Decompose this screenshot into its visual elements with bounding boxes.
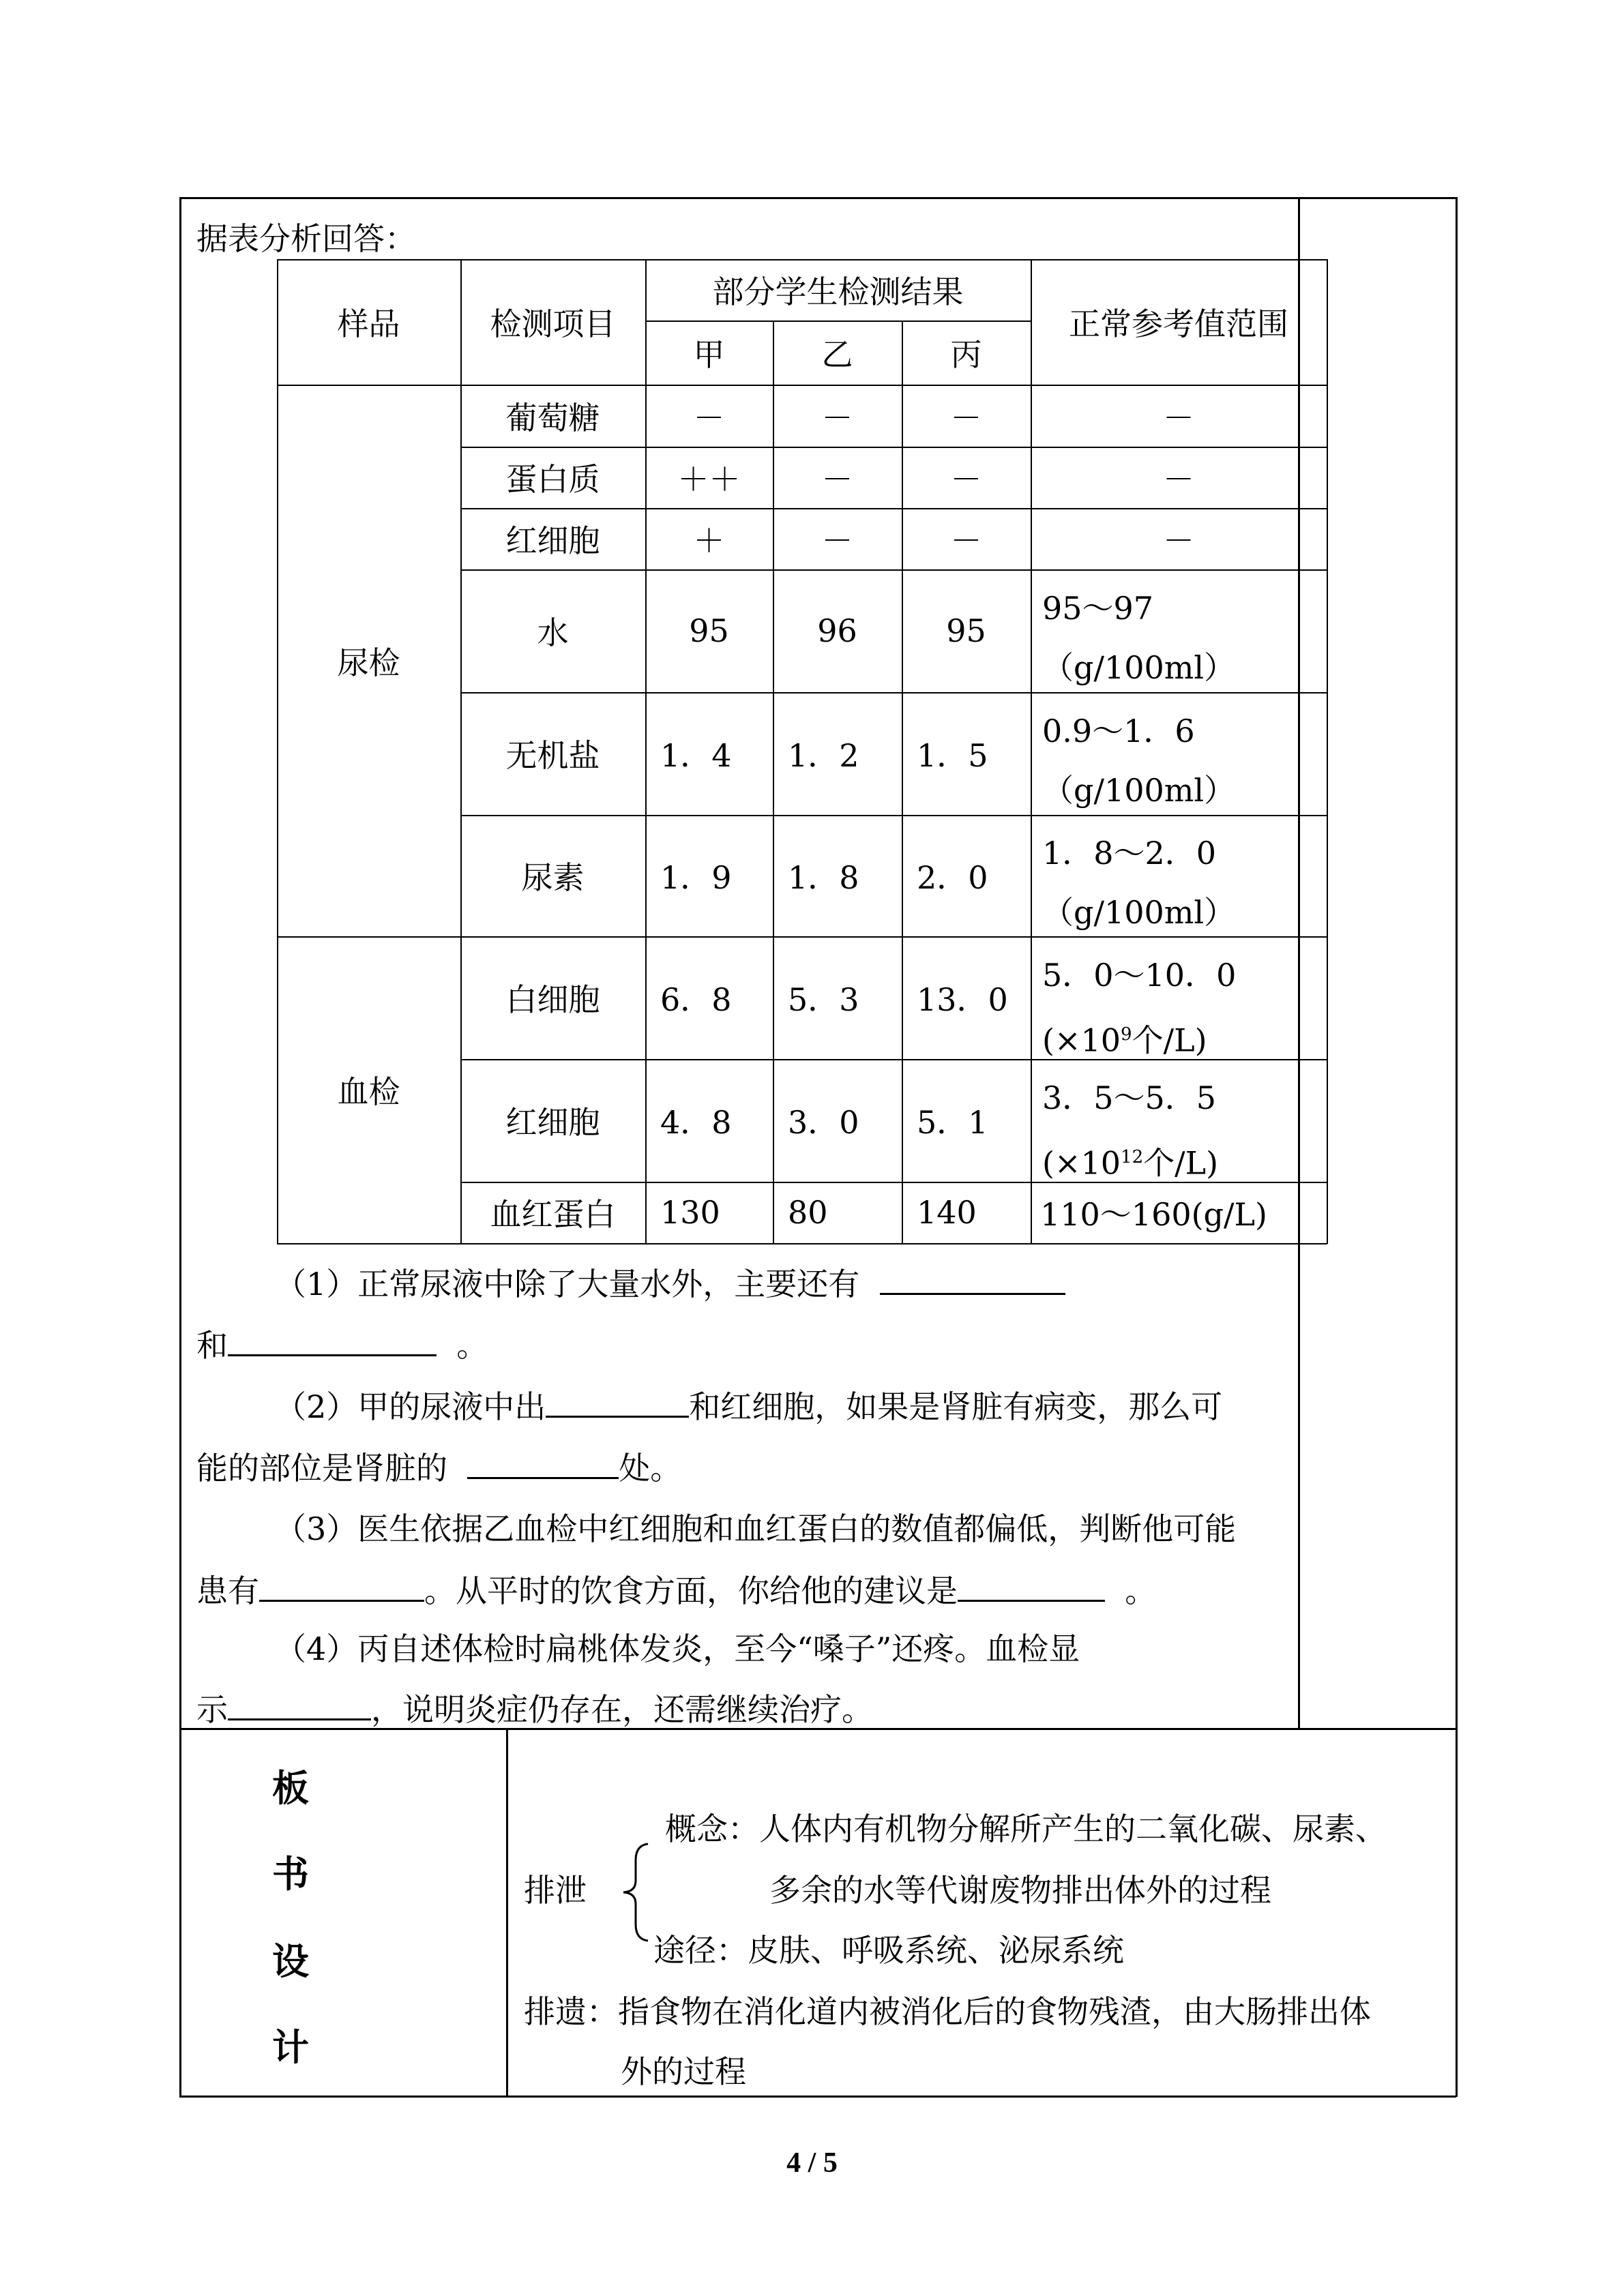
answer-blank[interactable]: [467, 1447, 619, 1479]
row-value-a: 4．8: [660, 1104, 732, 1141]
row-value-a: 1．4: [660, 737, 732, 774]
header-ref: 正常参考值范围: [1069, 305, 1288, 342]
row-value-c: －: [950, 522, 982, 559]
question-4-line-2: 示 ，说明炎症仍存在，还需继续治疗。: [196, 1688, 873, 1730]
frame-top: [179, 197, 1456, 199]
row-item: 白细胞: [505, 981, 600, 1018]
row-value-c: 140: [917, 1194, 977, 1231]
brace-icon: [619, 1841, 653, 1943]
row-value-b: －: [821, 522, 853, 559]
group-blood: 血检: [337, 1073, 400, 1110]
row-value-a: ＋＋: [677, 461, 741, 498]
row-value-c: －: [950, 461, 982, 498]
row-value-a: 6．8: [660, 981, 732, 1018]
board-route: 途径：皮肤、呼吸系统、泌尿系统: [653, 1932, 1124, 1969]
row-ref-unit: ($\times 10^9$个/L): [1042, 1022, 1207, 1059]
row-value-b: 3．0: [788, 1104, 859, 1141]
row-ref: －: [1163, 522, 1194, 559]
row-value-c: 13．0: [917, 981, 1008, 1018]
row-ref: 5．0～10．0: [1042, 957, 1237, 994]
intro-text: 据表分析回答：: [196, 220, 416, 257]
page-number: 4 / 5: [786, 2147, 838, 2179]
row-item: 血红蛋白: [490, 1196, 616, 1233]
row-value-b: －: [821, 399, 853, 436]
row-item: 尿素: [521, 859, 585, 896]
row-value-c: 1．5: [917, 737, 988, 774]
row-ref: 1．8～2．0: [1042, 835, 1217, 871]
row-ref: －: [1163, 461, 1194, 498]
row-value-b: 1．2: [788, 737, 859, 774]
row-value-c: 2．0: [917, 859, 988, 896]
frame-left: [179, 197, 181, 2097]
row-value-a: 95: [689, 612, 729, 649]
row-value-c: 95: [946, 612, 986, 649]
board-concept-line-1: 概念：人体内有机物分解所产生的二氧化碳、尿素、: [665, 1810, 1387, 1847]
row-value-b: 80: [788, 1194, 828, 1231]
board-concept-line-2: 多余的水等代谢废物排出体外的过程: [769, 1872, 1271, 1909]
header-student-c: 丙: [950, 336, 982, 373]
header-sample: 样品: [337, 305, 400, 342]
row-item: 红细胞: [505, 522, 600, 559]
board-paiyi-line-1: 排遗：指食物在消化道内被消化后的食物残渣，由大肠排出体: [524, 1993, 1371, 2030]
question-4-line-1: （4）丙自述体检时扁桃体发炎，至今“嗓子”还疼。血检显: [275, 1630, 1080, 1667]
header-student-a: 甲: [693, 336, 725, 373]
row-ref: 0.9～1．6: [1042, 713, 1195, 749]
row-value-b: 5．3: [788, 981, 859, 1018]
question-2-line-2: 能的部位是肾脏的 处。: [196, 1447, 681, 1489]
answer-blank[interactable]: [228, 1324, 437, 1356]
row-value-c: 5．1: [917, 1104, 988, 1141]
row-value-b: 1．8: [788, 859, 859, 896]
question-3-line-2: 患有 。从平时的饮食方面，你给他的建议是 。: [196, 1570, 1156, 1611]
row-item: 无机盐: [505, 737, 600, 774]
row-ref: 110～160(g/L): [1040, 1196, 1267, 1233]
row-value-b: 96: [817, 612, 857, 649]
answer-blank[interactable]: [546, 1386, 689, 1418]
row-ref-unit: （g/100ml）: [1042, 894, 1236, 931]
header-results: 部分学生检测结果: [712, 273, 964, 310]
row-ref: －: [1163, 399, 1194, 436]
question-2-line-1: （2）甲的尿液中出 和红细胞，如果是肾脏有病变，那么可: [275, 1386, 1222, 1427]
answer-blank[interactable]: [880, 1263, 1065, 1295]
row-item: 蛋白质: [505, 461, 600, 498]
answer-blank[interactable]: [259, 1570, 424, 1602]
row-ref: 95～97: [1042, 590, 1154, 627]
row-value-a: ＋: [693, 522, 725, 559]
row-ref-unit: （g/100ml）: [1042, 649, 1236, 686]
row-value-b: －: [821, 461, 853, 498]
question-3-line-1: （3）医生依据乙血检中红细胞和血红蛋白的数值都偏低，判断他可能: [275, 1510, 1237, 1547]
row-ref-unit: ($\times 10^{12}$个/L): [1042, 1144, 1219, 1182]
frame-bottom: [179, 2096, 1456, 2098]
row-item: 红细胞: [505, 1104, 600, 1141]
question-1-line-1: （1）正常尿液中除了大量水外，主要还有: [275, 1263, 1065, 1304]
header-student-b: 乙: [821, 336, 853, 373]
row-ref: 3．5～5．5: [1042, 1079, 1217, 1116]
frame-right: [1456, 197, 1458, 2097]
answer-blank[interactable]: [958, 1570, 1105, 1602]
row-item: 葡萄糖: [505, 399, 600, 436]
answer-blank[interactable]: [228, 1688, 371, 1720]
board-divider: [506, 1728, 508, 2096]
row-item: 水: [537, 614, 569, 651]
board-paixie-label: 排泄: [524, 1872, 587, 1909]
board-paiyi-line-2: 外的过程: [621, 2053, 746, 2090]
question-1-line-2: 和 。: [196, 1324, 488, 1366]
row-value-a: 130: [660, 1194, 720, 1231]
row-value-a: 1．9: [660, 859, 732, 896]
row-ref-unit: （g/100ml）: [1042, 772, 1236, 809]
row-value-c: －: [950, 399, 982, 436]
row-value-a: －: [693, 399, 725, 436]
group-urine: 尿检: [337, 644, 400, 681]
header-item: 检测项目: [490, 305, 616, 342]
